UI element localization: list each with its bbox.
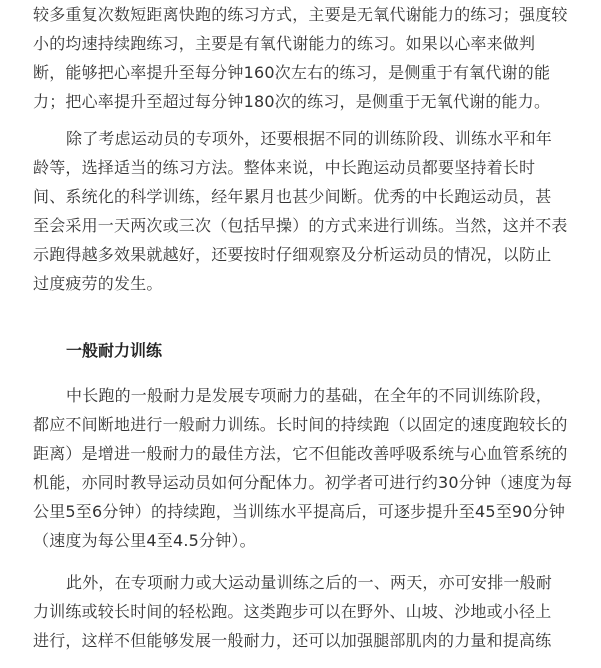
paragraph-1-line-3: 断，能够把心率提升至每分钟160次左右的练习，是侧重于有氧代谢的能 — [33, 63, 551, 82]
paragraph-2-line-5: 示跑得越多效果就越好，还要按时仔细观察及分析运动员的情况，以防止 — [33, 245, 552, 264]
paragraph-2-line-4: 至会采用一天两次或三次（包括早操）的方式来进行训练。当然，这并不表 — [33, 216, 568, 235]
paragraph-1-line-2: 小的均速持续跑练习，主要是有氧代谢能力的练习。如果以心率来做判 — [33, 34, 536, 53]
paragraph-1-line-4: 力；把心率提升至超过每分钟180次的练习，是侧重于无氧代谢的能力。 — [33, 92, 551, 111]
paragraph-3-line-6: （速度为每公里4至4.5分钟）。 — [33, 531, 256, 550]
paragraph-3-line-4: 机能，亦同时教导运动员如何分配体力。初学者可进行约30分钟（速度为每 — [33, 473, 573, 492]
paragraph-2-line-6: 过度疲劳的发生。 — [33, 274, 163, 293]
paragraph-3-line-5: 公里5至6分钟）的持续跑，当训练水平提高后，可逐步提升至45至90分钟 — [33, 502, 566, 521]
paragraph-4-line-1: 此外，在专项耐力或大运动量训练之后的一、两天，亦可安排一般耐 — [66, 573, 553, 592]
paragraph-2-line-2: 龄等，选择适当的练习方法。整体来说，中长跑运动员都要坚持着长时 — [33, 158, 536, 177]
paragraph-2-line-1: 除了考虑运动员的专项外，还要根据不同的训练阶段、训练水平和年 — [66, 129, 553, 148]
paragraph-4-line-2: 力训练或较长时间的轻松跑。这类跑步可以在野外、山坡、沙地或小径上 — [33, 602, 552, 621]
paragraph-3-line-3: 距离）是增进一般耐力的最佳方法，它不但能改善呼吸系统与心血管系统的 — [33, 444, 568, 463]
section-heading: 一般耐力训练 — [66, 341, 163, 360]
paragraph-3-line-2: 都应不间断地进行一般耐力训练。长时间的持续跑（以固定的速度跑较长的 — [33, 415, 568, 434]
paragraph-2-line-3: 间、系统化的科学训练，经年累月也甚少间断。优秀的中长跑运动员，甚 — [33, 187, 552, 206]
paragraph-4-line-3: 进行，这样不但能够发展一般耐力，还可以加强腿部肌肉的力量和提高练 — [33, 631, 552, 650]
paragraph-3-line-1: 中长跑的一般耐力是发展专项耐力的基础，在全年的不同训练阶段， — [66, 386, 553, 405]
paragraph-1-line-1: 较多重复次数短距离快跑的练习方式，主要是无氧代谢能力的练习；强度较 — [33, 5, 568, 24]
